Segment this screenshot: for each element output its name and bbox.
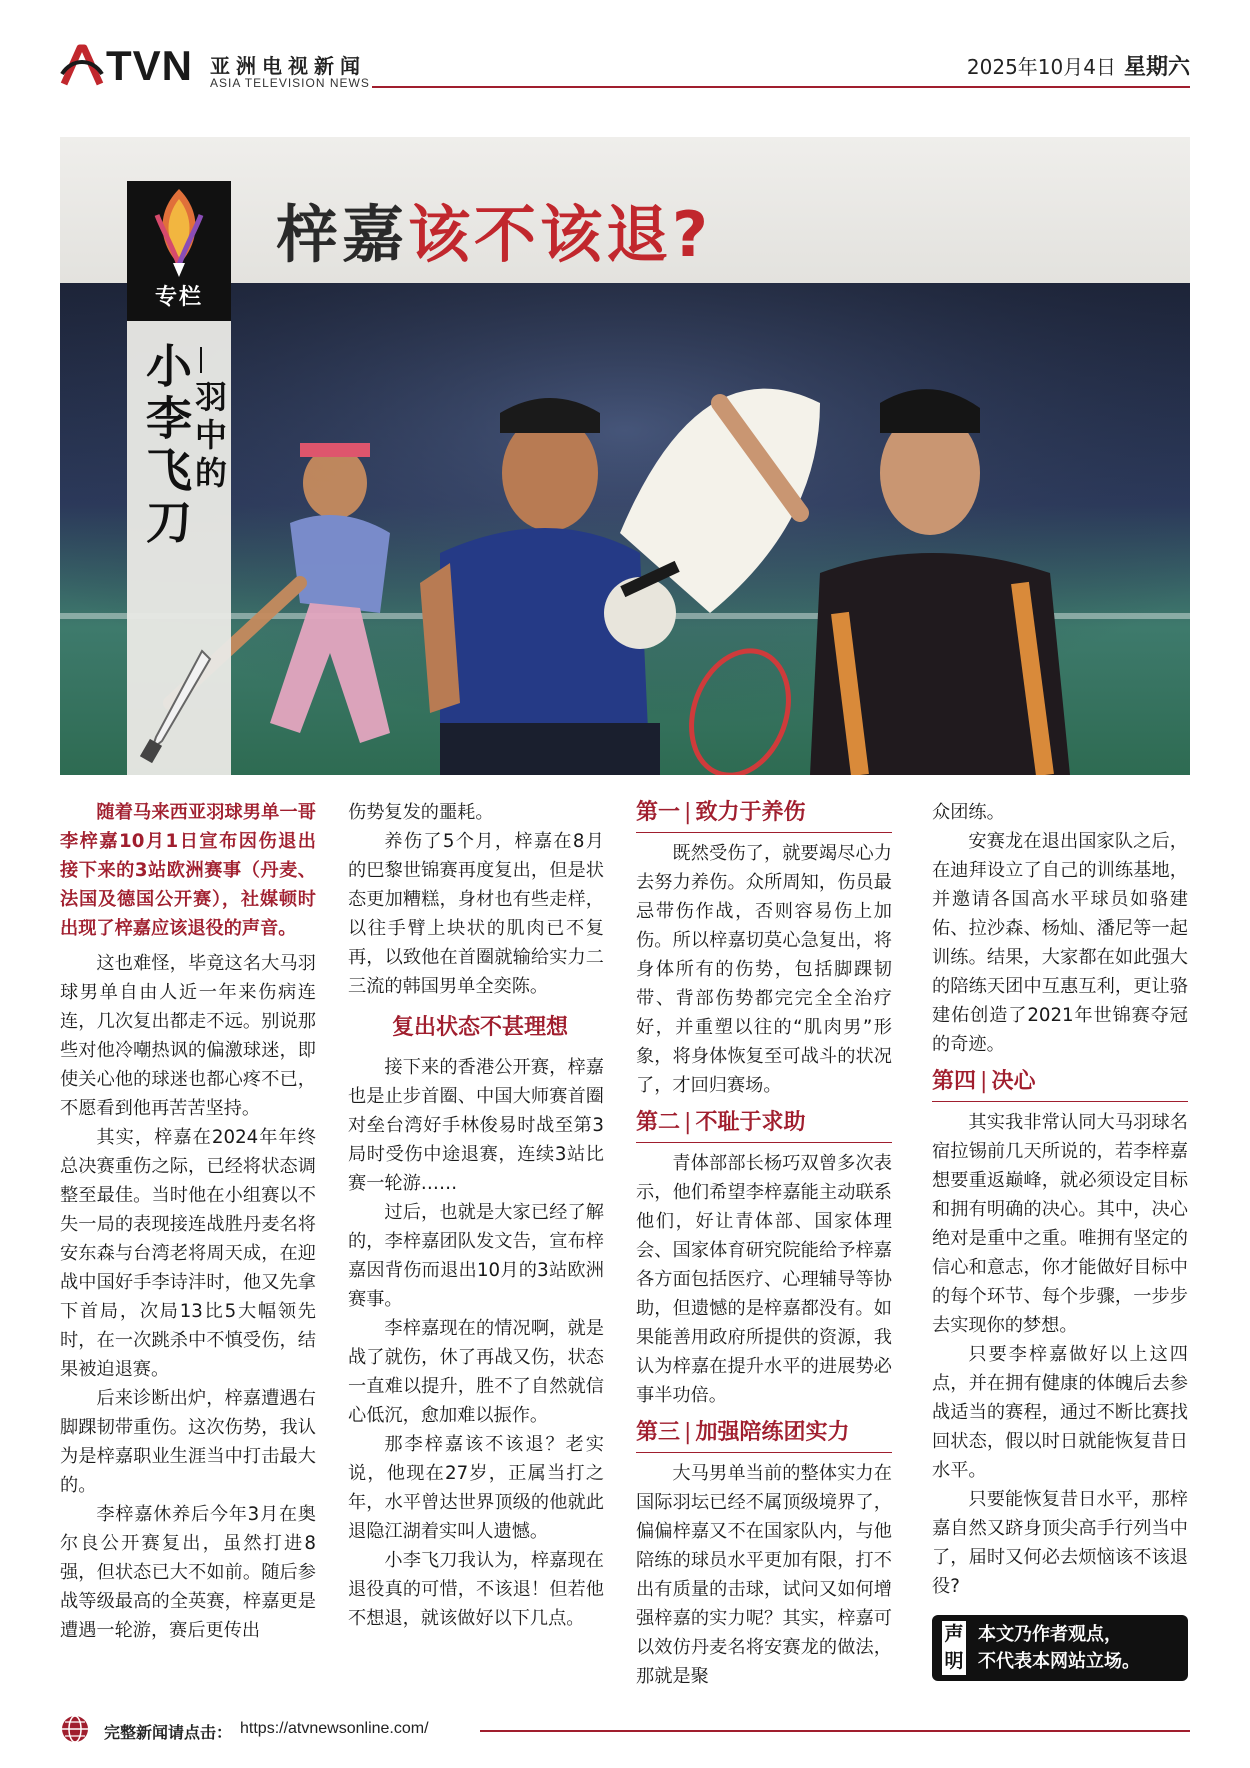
news-site-link[interactable]: https://atvnewsonline.com/ <box>240 1720 429 1737</box>
section-heading-2 <box>636 1108 892 1143</box>
article-body <box>60 798 1190 1687</box>
paragraph: 其实，梓嘉在2024年年终总决赛重伤之际，已经将状态调整至最佳。当时他在小组赛以不失一局的表现接连战胜丹麦名将安东森与台湾老将周天成，在迎战中国好手李诗沣时，他又先拿下首局，次局13比5大幅领先时，在一次跳杀中不慎受伤，结果被迫退赛。 <box>60 1127 316 1380</box>
column-sub-dash <box>200 347 202 373</box>
section-number: 第三 <box>636 1420 681 1445</box>
globe-link-icon <box>60 1714 90 1744</box>
section-heading-1 <box>636 798 892 833</box>
section-heading: 复出状态不甚理想 <box>392 1015 569 1040</box>
headline-part-red: 该不该退? <box>408 198 712 271</box>
paragraph: 既然受伤了，就要竭尽心力去努力养伤。众所周知，伤员最忌带伤作战，否则容易伤上加伤。所以梓嘉切莫心急复出，将身体所有的伤势，包括脚踝韧带、背部伤势都完完全全治疗好，并重塑以往的“肌肉男”形象，将身体恢复至可战斗的状况了，才回归赛场。 <box>636 843 892 1096</box>
paragraph: 李梓嘉现在的情况啊，就是战了就伤，休了再战又伤，状态一直难以提升，胜不了自然就信心低沉，愈加难以振作。 <box>348 1318 604 1426</box>
disclaimer-box <box>932 1615 1188 1681</box>
section-divider-bar: | <box>980 1069 988 1094</box>
disclaimer-line-1: 本文乃作者观点， <box>978 1624 1122 1645</box>
paragraph: 其实我非常认同大马羽球名宿拉锡前几天所说的，若李梓嘉想要重返巅峰，就必须设定目标和拥有明确的决心。其中，决心绝对是重中之重。唯拥有坚定的信心和意志，你才能做好目标中的每个环节、每个步骤，一步步去实现你的梦想。 <box>932 1112 1188 1336</box>
page-footer <box>60 1712 1190 1752</box>
issue-date <box>967 50 1190 81</box>
article-column-3 <box>636 798 892 1687</box>
article-headline <box>276 185 712 274</box>
knife-icon <box>140 645 220 765</box>
logo-a-icon <box>60 44 104 88</box>
page-header <box>0 0 1250 95</box>
headline-part-black: 梓嘉 <box>276 198 409 271</box>
section-title: 致力于养伤 <box>695 800 806 825</box>
column-subtitle: 羽中的 <box>190 380 228 494</box>
section-number: 第四 <box>932 1069 977 1094</box>
paragraph: 小李飞刀我认为，梓嘉现在退役真的可惜，不该退！但若他不想退，就该做好以下几点。 <box>348 1550 604 1629</box>
footer-divider <box>480 1730 1190 1732</box>
section-heading-3 <box>636 1418 892 1453</box>
logo-text: TVN <box>106 42 193 89</box>
disclaimer-text <box>978 1621 1140 1675</box>
column-badge <box>127 181 231 321</box>
header-divider <box>372 86 1190 88</box>
article-column-1 <box>60 798 316 1678</box>
paragraph: 后来诊断出炉，梓嘉遭遇右脚踝韧带重伤。这次伤势，我认为是梓嘉职业生涯当中打击最大的。 <box>60 1388 316 1496</box>
section-divider-bar: | <box>684 1110 692 1135</box>
disclaimer-tag: 声明 <box>942 1621 966 1675</box>
paragraph: 李梓嘉休养后今年3月在奥尔良公开赛复出，虽然打进8强，但状态已大不如前。随后参战等级最高的全英赛，梓嘉更是遭遇一轮游，赛后更传出 <box>60 1504 316 1641</box>
paragraph: 安赛龙在退出国家队之后，在迪拜设立了自己的训练基地，并邀请各国高水平球员如骆建佑、拉沙森、杨灿、潘尼等一起训练。结果，大家都在如此强大的陪练天团中互惠互利，更让骆建佑创造了2021年世锦赛夺冠的奇迹。 <box>932 831 1188 1055</box>
column-label: 专栏 <box>154 285 203 310</box>
section-heading-4 <box>932 1067 1188 1102</box>
hero-banner <box>60 137 1190 775</box>
paragraph: 大马男单当前的整体实力在国际羽坛已经不属顶级境界了，偏偏梓嘉又不在国家队内，与他陪练的球员水平更加有限，打不出有质量的击球，试问又如何增强梓嘉的实力呢？其实，梓嘉可以效仿丹麦名将安赛龙的做法，那就是聚 <box>636 1463 892 1687</box>
paragraph-continued: 伤势复发的噩耗。 <box>348 802 494 823</box>
section-number: 第一 <box>636 800 681 825</box>
section-title: 不耻于求助 <box>695 1110 806 1135</box>
lead-paragraph: 随着马来西亚羽球男单一哥李梓嘉10月1日宣布因伤退出接下来的3站欧洲赛事（丹麦、法国及德国公开赛），社媒顿时出现了梓嘉应该退役的声音。 <box>60 802 316 939</box>
paragraph: 只要李梓嘉做好以上这四点，并在拥有健康的体魄后去参战适当的赛程，通过不断比赛找回状态，假以时日就能恢复昔日水平。 <box>932 1344 1188 1481</box>
paragraph-continued: 众团练。 <box>932 802 1005 823</box>
section-title: 决心 <box>991 1069 1036 1094</box>
section-divider-bar: | <box>684 1420 692 1445</box>
paragraph: 接下来的香港公开赛，梓嘉也是止步首圈、中国大师赛首圈对垒台湾好手林俊易时战至第3局时受伤中途退赛，连续3站比赛一轮游…… <box>348 1057 604 1194</box>
paragraph: 青体部部长杨巧双曾多次表示，他们希望李梓嘉能主动联系他们，好让青体部、国家体理会、国家体育研究院能给予梓嘉各方面包括医疗、心理辅导等协助，但遗憾的是梓嘉都没有。如果能善用政府所提供的资源，我认为梓嘉在提升水平的进展势必事半功倍。 <box>636 1153 892 1406</box>
weekday-text: 星期六 <box>1123 55 1190 80</box>
paragraph: 养伤了5个月，梓嘉在8月的巴黎世锦赛再度复出，但是状态更加糟糕，身材也有些走样，以往手臂上块状的肌肉已不复再，以致他在首圈就输给实力二三流的韩国男单全奕陈。 <box>348 831 604 997</box>
paragraph: 那李梓嘉该不该退？老实说，他现在27岁，正属当打之年，水平曾达世界顶级的他就此退隐江湖着实叫人遗憾。 <box>348 1434 604 1542</box>
paragraph: 这也难怪，毕竟这名大马羽球男单自由人近一年来伤病连连，几次复出都走不远。别说那些对他冷嘲热讽的偏激球迷，即使关心他的球迷也都心疼不已，不愿看到他再苦苦坚持。 <box>60 953 316 1119</box>
section-title: 加强陪练团实力 <box>695 1420 850 1445</box>
paragraph: 过后，也就是大家已经了解的，李梓嘉团队发文告，宣布梓嘉因背伤而退出10月的3站欧洲赛事。 <box>348 1202 604 1310</box>
section-divider-bar: | <box>684 800 692 825</box>
date-text: 2025年10月4日 <box>966 55 1116 79</box>
brand-name-cn: 亚洲电视新闻 <box>210 54 366 78</box>
pen-feather-icon <box>127 181 231 281</box>
article-column-2 <box>348 798 604 1678</box>
disclaimer-line-2: 不代表本网站立场。 <box>978 1651 1140 1672</box>
brand-name-en: ASIA TELEVISION NEWS <box>210 76 370 90</box>
section-number: 第二 <box>636 1110 681 1135</box>
column-name: 小李飞刀 <box>139 342 193 550</box>
article-column-4 <box>932 798 1188 1678</box>
footer-label: 完整新闻请点击： <box>104 1723 233 1742</box>
paragraph: 只要能恢复昔日水平，那梓嘉自然又跻身顶尖高手行列当中了，届时又何必去烦恼该不该退役? <box>932 1489 1188 1597</box>
